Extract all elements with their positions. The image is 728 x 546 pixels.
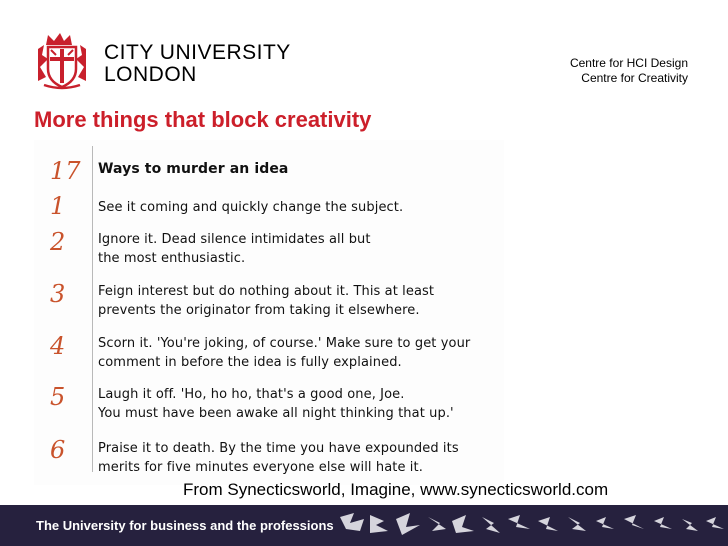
centre-labels [570,56,688,86]
item-number-6: 6 [50,436,66,464]
footer-decorative-pattern-icon [340,505,728,546]
item-1-line-1: See it coming and quickly change the subject. [98,200,404,215]
source-credit: From Synecticsworld, Imagine, www.synecticsworld.com [183,480,609,499]
item-number-2: 2 [50,228,66,256]
item-5-line-1: Laugh it off. 'Ho, ho ho, that's a good one, Joe. [98,387,405,402]
item-number-4: 4 [50,332,66,360]
footer-bar [0,505,728,546]
item-6-line-1: Praise it to death. By the time you have expounded its [98,441,459,456]
list-heading: Ways to murder an idea [98,161,289,177]
university-crest-icon [34,31,90,93]
list-heading-number: 17 [50,157,81,185]
centre-creativity-label: Centre for Creativity [581,71,688,85]
item-number-1: 1 [50,192,66,220]
item-4-line-2: comment in before the idea is fully explained. [98,355,402,370]
item-4-line-1: Scorn it. 'You're joking, of course.' Make sure to get your [98,336,471,351]
university-wordmark [104,42,291,86]
footer-tagline: The University for business and the professions [36,518,334,533]
slide-title: More things that block creativity [34,107,372,132]
margin-divider [92,146,93,472]
university-name-line1: CITY UNIVERSITY [104,41,291,64]
item-2-line-1: Ignore it. Dead silence intimidates all but [98,232,371,247]
item-5-line-2: You must have been awake all night thinking that up.' [98,406,454,421]
item-6-line-2: merits for five minutes everyone else will hate it. [98,460,423,475]
university-name-line2: LONDON [104,63,197,86]
item-number-3: 3 [50,280,66,308]
item-number-5: 5 [50,383,66,411]
item-3-line-1: Feign interest but do nothing about it. This at least [98,284,435,299]
item-3-line-2: prevents the originator from taking it elsewhere. [98,303,420,318]
centre-hci-label: Centre for HCI Design [569,56,688,70]
item-2-line-2: the most enthusiastic. [98,251,246,266]
